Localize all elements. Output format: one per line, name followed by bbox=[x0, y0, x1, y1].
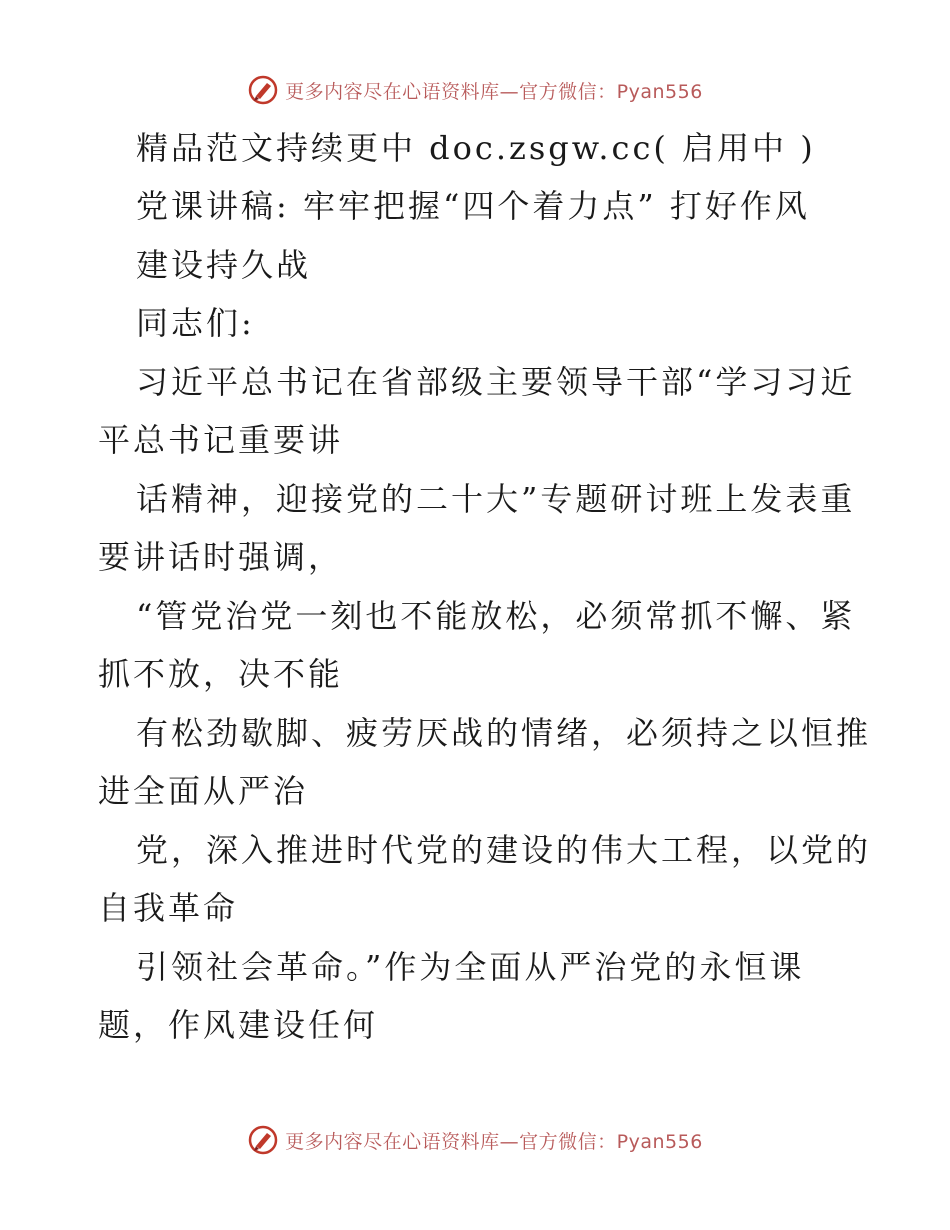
doc-salutation: 同志们: bbox=[136, 304, 255, 342]
footer-banner-text: 更多内容尽在心语资料库—官方微信：Pyan556 bbox=[285, 1130, 703, 1153]
header-banner bbox=[0, 70, 950, 110]
doc-line: 党，深入推进时代党的建设的伟大工程，以党的 bbox=[136, 831, 872, 869]
doc-line: 有松劲歇脚、疲劳厌战的情绪，必须持之以恒推 bbox=[136, 714, 872, 752]
pen-logo-icon bbox=[247, 74, 279, 106]
doc-line: 自我革命 bbox=[98, 889, 239, 927]
doc-line: 引领社会革命。”作为全面从严治党的永恒课 bbox=[136, 948, 805, 986]
doc-line: 习近平总书记在省部级主要领导干部“学习习近 bbox=[136, 363, 856, 401]
doc-line: 题，作风建设任何 bbox=[98, 1006, 379, 1044]
doc-line: 抓不放，决不能 bbox=[98, 655, 344, 693]
doc-line: 进全面从严治 bbox=[98, 772, 309, 810]
doc-line: 话精神，迎接党的二十大”专题研讨班上发表重 bbox=[136, 480, 856, 518]
header-banner-text: 更多内容尽在心语资料库—官方微信：Pyan556 bbox=[285, 80, 703, 103]
doc-line: “管党治党一刻也不能放松，必须常抓不懈、紧 bbox=[136, 597, 856, 635]
pen-logo-icon bbox=[247, 1124, 279, 1156]
doc-line: 平总书记重要讲 bbox=[98, 421, 344, 459]
doc-title-line: 建设持久战 bbox=[136, 246, 312, 284]
doc-title-line: 党课讲稿: 牢牢把握“四个着力点” 打好作风 bbox=[136, 187, 810, 225]
doc-line: 精品范文持续更中 doc.zsgw.cc( 启用中 ) bbox=[136, 129, 816, 167]
footer-banner bbox=[0, 1120, 950, 1160]
doc-line: 要讲话时强调， bbox=[98, 538, 344, 576]
